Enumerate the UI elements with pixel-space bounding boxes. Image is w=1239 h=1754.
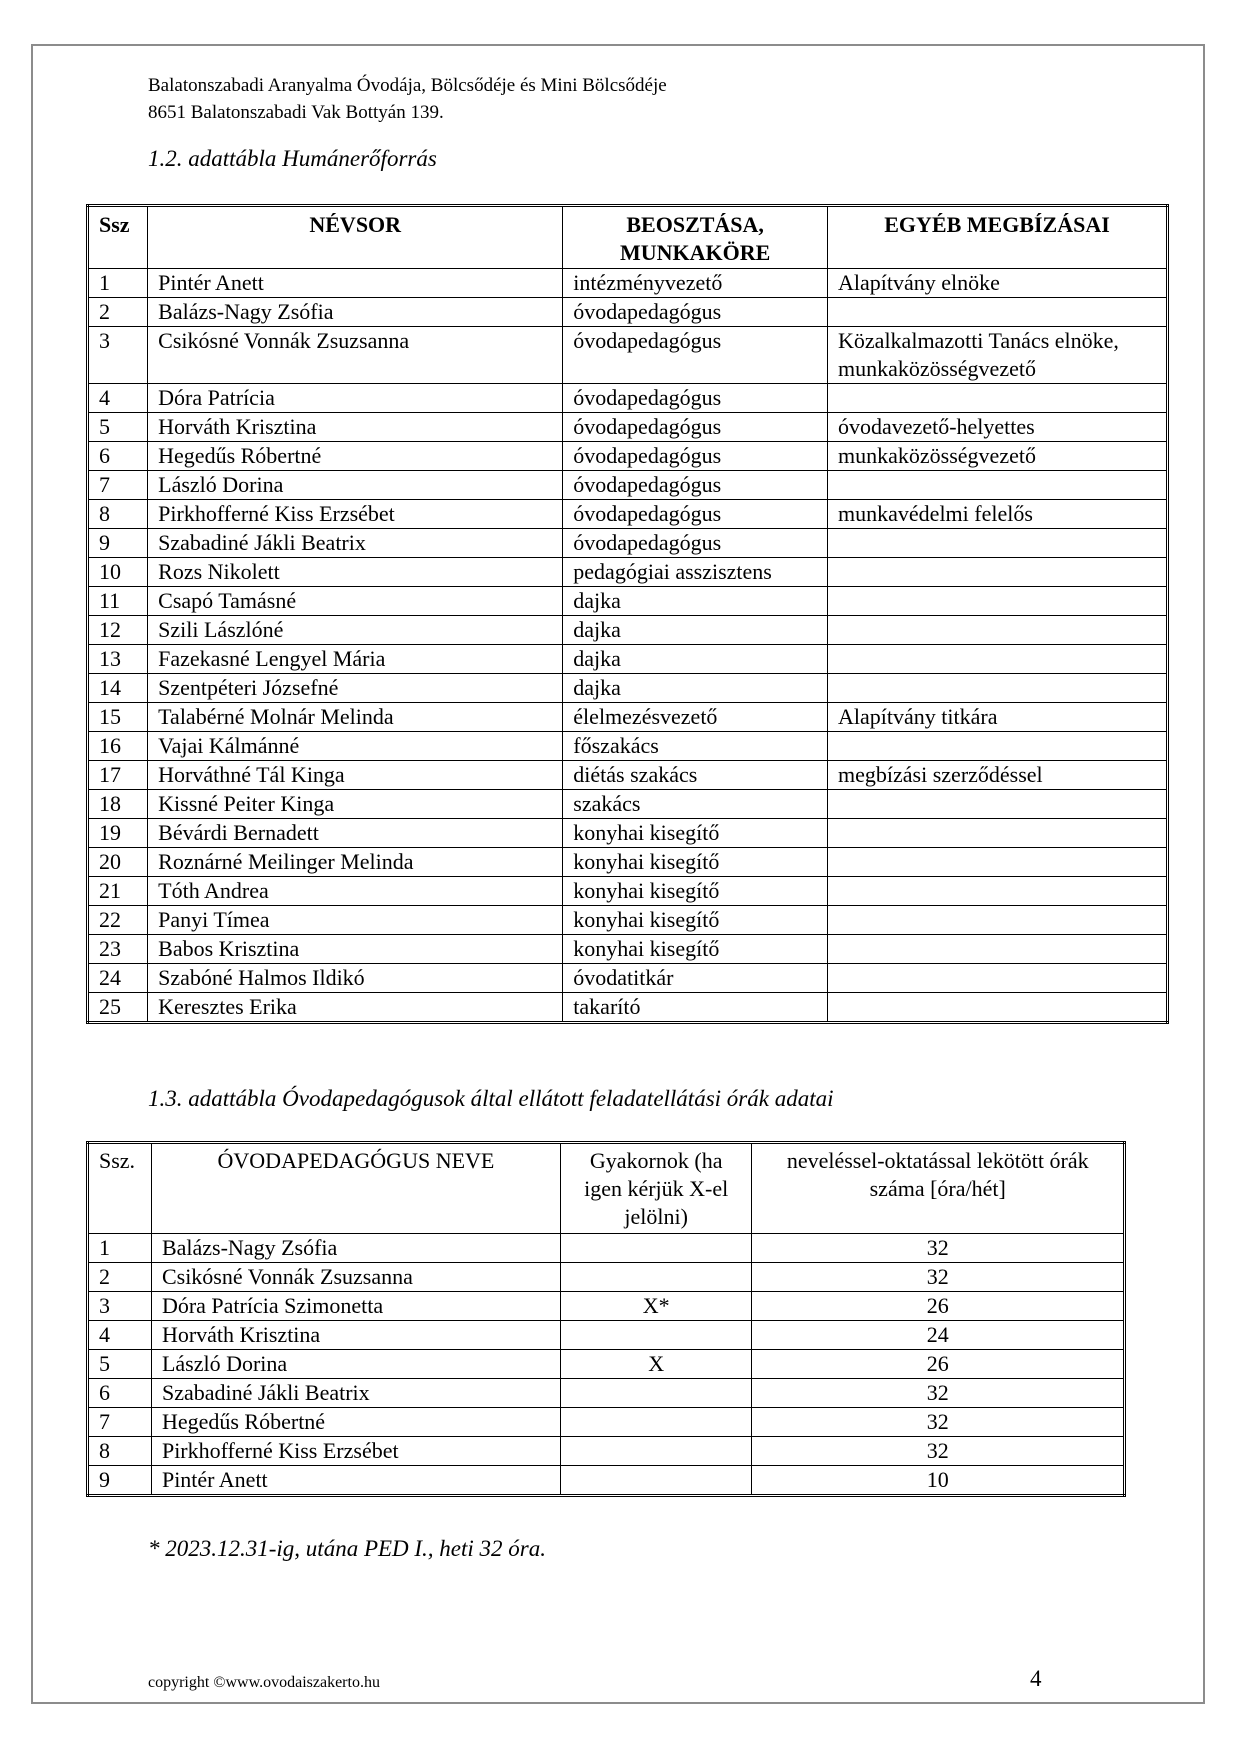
table2-header-ssz: Ssz. [88, 1143, 152, 1234]
teacher-hours-table [86, 1141, 1126, 1497]
table-cell: óvodapedagógus [563, 384, 828, 413]
table-cell [828, 471, 1168, 500]
table-cell: Pintér Anett [148, 269, 563, 298]
table-cell: Talabérné Molnár Melinda [148, 703, 563, 732]
table-cell: 32 [752, 1263, 1125, 1292]
footnote: * 2023.12.31-ig, utána PED I., heti 32 óra. [148, 1536, 546, 1561]
table-cell: Szentpéteri Józsefné [148, 674, 563, 703]
table-cell: Szabadiné Jákli Beatrix [151, 1379, 560, 1408]
table-cell: diétás szakács [563, 761, 828, 790]
table-cell: 3 [88, 1292, 152, 1321]
table-cell [560, 1321, 752, 1350]
table-cell: dajka [563, 674, 828, 703]
table1-header-other: EGYÉB MEGBÍZÁSAI [828, 206, 1168, 269]
table-cell: Dóra Patrícia [148, 384, 563, 413]
table-cell: 18 [88, 790, 148, 819]
institution-address: 8651 Balatonszabadi Vak Bottyán 139. [148, 102, 444, 123]
table-cell: 8 [88, 1437, 152, 1466]
table-cell: Tóth Andrea [148, 877, 563, 906]
table-row [88, 964, 1168, 993]
table-cell [560, 1437, 752, 1466]
table-cell: 8 [88, 500, 148, 529]
footer-copyright: copyright ©www.ovodaiszakerto.hu [148, 1674, 380, 1691]
table-row [88, 1263, 1125, 1292]
table-cell [560, 1234, 752, 1263]
table-cell: Roznárné Meilinger Melinda [148, 848, 563, 877]
table-cell: 19 [88, 819, 148, 848]
table1-header-name: NÉVSOR [148, 206, 563, 269]
table-cell: óvodapedagógus [563, 413, 828, 442]
table-cell: Panyi Tímea [148, 906, 563, 935]
table-row [88, 790, 1168, 819]
table-cell: élelmezésvezető [563, 703, 828, 732]
table-cell: konyhai kisegítő [563, 848, 828, 877]
table-cell: 24 [88, 964, 148, 993]
table-row [88, 1350, 1125, 1379]
table-cell: konyhai kisegítő [563, 906, 828, 935]
table-row [88, 703, 1168, 732]
table-cell: konyhai kisegítő [563, 819, 828, 848]
table2-header-trainee: Gyakornok (ha igen kérjük X-el jelölni) [560, 1143, 752, 1234]
table-cell: Pirkhofferné Kiss Erzsébet [151, 1437, 560, 1466]
table-cell: 7 [88, 471, 148, 500]
table-cell: 25 [88, 993, 148, 1023]
table-cell: Rozs Nikolett [148, 558, 563, 587]
table-cell: Vajai Kálmánné [148, 732, 563, 761]
table-row [88, 732, 1168, 761]
table-cell: Hegedűs Róbertné [151, 1408, 560, 1437]
table-row [88, 413, 1168, 442]
table-cell [828, 298, 1168, 327]
table-row [88, 1408, 1125, 1437]
table-cell [828, 964, 1168, 993]
table-cell [828, 819, 1168, 848]
table-cell: óvodapedagógus [563, 500, 828, 529]
table-cell: óvodapedagógus [563, 471, 828, 500]
table-cell: óvodavezető-helyettes [828, 413, 1168, 442]
table-cell: óvodatitkár [563, 964, 828, 993]
table-cell: Szabóné Halmos Ildikó [148, 964, 563, 993]
table-row [88, 1234, 1125, 1263]
table-cell: dajka [563, 645, 828, 674]
table-row [88, 1379, 1125, 1408]
table-cell: 11 [88, 587, 148, 616]
table-row [88, 384, 1168, 413]
table-cell [828, 906, 1168, 935]
table-row [88, 529, 1168, 558]
table-cell: 1 [88, 269, 148, 298]
table-row [88, 1321, 1125, 1350]
table-cell: 9 [88, 1466, 152, 1496]
table-cell: 26 [752, 1292, 1125, 1321]
table-cell: óvodapedagógus [563, 327, 828, 384]
table-cell: 10 [752, 1466, 1125, 1496]
table-cell: 32 [752, 1234, 1125, 1263]
table-cell: dajka [563, 616, 828, 645]
table-cell: Balázs-Nagy Zsófia [151, 1234, 560, 1263]
table-row [88, 587, 1168, 616]
table-cell: 32 [752, 1408, 1125, 1437]
table-cell: Alapítvány elnöke [828, 269, 1168, 298]
table-row [88, 269, 1168, 298]
table-cell: 32 [752, 1437, 1125, 1466]
table1-header-position: BEOSZTÁSA, MUNKAKÖRE [563, 206, 828, 269]
table-cell: 6 [88, 442, 148, 471]
table-cell [828, 877, 1168, 906]
table-cell: 9 [88, 529, 148, 558]
table-row [88, 1437, 1125, 1466]
table-cell: Alapítvány titkára [828, 703, 1168, 732]
table-cell: pedagógiai asszisztens [563, 558, 828, 587]
table-cell: 6 [88, 1379, 152, 1408]
table-cell: óvodapedagógus [563, 442, 828, 471]
table-cell: 16 [88, 732, 148, 761]
table-cell: László Dorina [148, 471, 563, 500]
table-cell: Pintér Anett [151, 1466, 560, 1496]
table-cell: 15 [88, 703, 148, 732]
table-cell: 17 [88, 761, 148, 790]
table-cell: 14 [88, 674, 148, 703]
table-cell: 5 [88, 1350, 152, 1379]
table-cell: megbízási szerződéssel [828, 761, 1168, 790]
table-cell: 10 [88, 558, 148, 587]
table-cell: Szabadiné Jákli Beatrix [148, 529, 563, 558]
table-cell: munkavédelmi felelős [828, 500, 1168, 529]
table-row [88, 935, 1168, 964]
table-row [88, 442, 1168, 471]
institution-name: Balatonszabadi Aranyalma Óvodája, Bölcsődéje és Mini Bölcsődéje [148, 75, 667, 96]
table-cell [828, 732, 1168, 761]
table-cell [560, 1408, 752, 1437]
table-cell: 2 [88, 298, 148, 327]
table-cell: szakács [563, 790, 828, 819]
table-cell: 2 [88, 1263, 152, 1292]
table-cell: Szili Lászlóné [148, 616, 563, 645]
table-cell: Horváth Krisztina [151, 1321, 560, 1350]
table-row [88, 471, 1168, 500]
table-cell: 13 [88, 645, 148, 674]
table-cell: Fazekasné Lengyel Mária [148, 645, 563, 674]
table-cell [828, 529, 1168, 558]
table-cell: Dóra Patrícia Szimonetta [151, 1292, 560, 1321]
table2-header-hours: neveléssel-oktatással lekötött órák száma [óra/hét] [752, 1143, 1125, 1234]
table-cell: 32 [752, 1379, 1125, 1408]
table-row [88, 993, 1168, 1023]
table-cell: Keresztes Erika [148, 993, 563, 1023]
table2-header-name: ÓVODAPEDAGÓGUS NEVE [151, 1143, 560, 1234]
table-cell: Csikósné Vonnák Zsuzsanna [148, 327, 563, 384]
table2-caption: 1.3. adattábla Óvodapedagógusok által ellátott feladatellátási órák adatai [148, 1086, 834, 1111]
table-cell: dajka [563, 587, 828, 616]
table-row [88, 298, 1168, 327]
table-row [88, 327, 1168, 384]
table-cell: Babos Krisztina [148, 935, 563, 964]
table-cell: óvodapedagógus [563, 529, 828, 558]
table-cell: konyhai kisegítő [563, 935, 828, 964]
table-cell: Horváth Krisztina [148, 413, 563, 442]
table-cell [560, 1263, 752, 1292]
table-cell: 3 [88, 327, 148, 384]
table-cell: 20 [88, 848, 148, 877]
table-cell: konyhai kisegítő [563, 877, 828, 906]
table-row [88, 906, 1168, 935]
table2-header-row [88, 1143, 1125, 1234]
table-cell: Hegedűs Róbertné [148, 442, 563, 471]
table-cell [828, 848, 1168, 877]
table-cell: 5 [88, 413, 148, 442]
table-cell: 22 [88, 906, 148, 935]
table-cell [828, 645, 1168, 674]
table-row [88, 616, 1168, 645]
table-cell [828, 993, 1168, 1023]
institution-header [148, 72, 667, 126]
table-cell: Horváthné Tál Kinga [148, 761, 563, 790]
table-cell: X [560, 1350, 752, 1379]
table-cell: László Dorina [151, 1350, 560, 1379]
table-cell [828, 790, 1168, 819]
table-cell: Balázs-Nagy Zsófia [148, 298, 563, 327]
table-row [88, 819, 1168, 848]
table-cell: Csapó Tamásné [148, 587, 563, 616]
table-cell: 23 [88, 935, 148, 964]
table-cell: 12 [88, 616, 148, 645]
table-cell: 4 [88, 1321, 152, 1350]
table-cell: főszakács [563, 732, 828, 761]
table1-caption: 1.2. adattábla Humánerőforrás [148, 146, 437, 171]
table1-header-row [88, 206, 1168, 269]
table1-header-ssz: Ssz [88, 206, 148, 269]
table-cell [828, 384, 1168, 413]
table-cell: X* [560, 1292, 752, 1321]
table-cell: intézményvezető [563, 269, 828, 298]
table-row [88, 1292, 1125, 1321]
table-row [88, 877, 1168, 906]
table-row [88, 500, 1168, 529]
table-cell [828, 674, 1168, 703]
table-row [88, 674, 1168, 703]
page-number: 4 [1030, 1666, 1042, 1691]
table-cell: takarító [563, 993, 828, 1023]
table-cell: 7 [88, 1408, 152, 1437]
table-cell: 21 [88, 877, 148, 906]
table-cell: Bévárdi Bernadett [148, 819, 563, 848]
table-row [88, 761, 1168, 790]
table-cell: Csikósné Vonnák Zsuzsanna [151, 1263, 560, 1292]
table-cell: 4 [88, 384, 148, 413]
table-cell: 26 [752, 1350, 1125, 1379]
table-cell: Kissné Peiter Kinga [148, 790, 563, 819]
table-row [88, 558, 1168, 587]
table-cell: munkaközösségvezető [828, 442, 1168, 471]
table-row [88, 645, 1168, 674]
table-cell [828, 587, 1168, 616]
human-resources-table [86, 204, 1169, 1024]
table-cell [560, 1379, 752, 1408]
table-cell [828, 558, 1168, 587]
table-cell: 1 [88, 1234, 152, 1263]
table-cell: Közalkalmazotti Tanács elnöke, munkaközösségvezető [828, 327, 1168, 384]
table-row [88, 1466, 1125, 1496]
table-cell [828, 616, 1168, 645]
table-row [88, 848, 1168, 877]
table-cell: Pirkhofferné Kiss Erzsébet [148, 500, 563, 529]
table-cell: óvodapedagógus [563, 298, 828, 327]
table-cell [828, 935, 1168, 964]
table-cell [560, 1466, 752, 1496]
table-cell: 24 [752, 1321, 1125, 1350]
